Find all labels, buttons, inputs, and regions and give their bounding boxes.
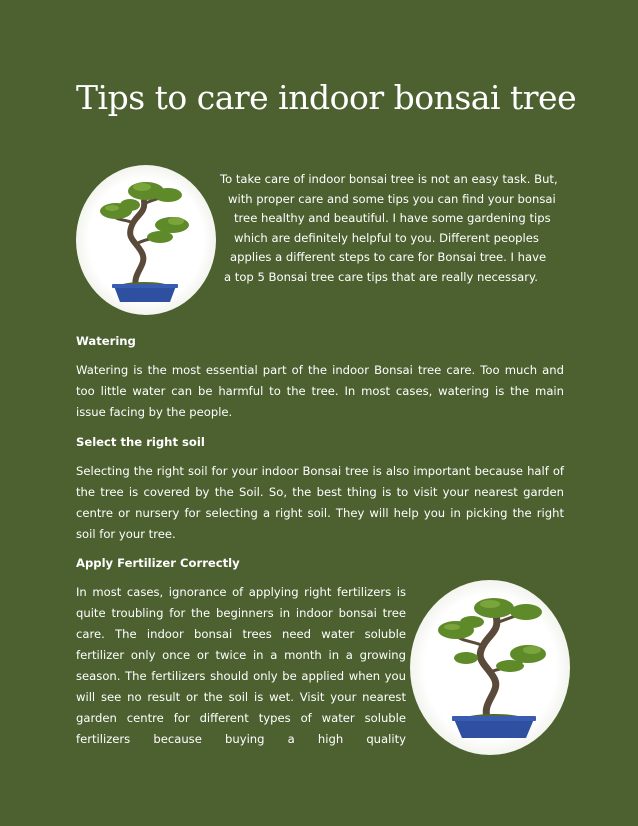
fertilizer-heading: Apply Fertilizer Correctly — [76, 556, 240, 570]
soil-paragraph: Selecting the right soil for your indoor Bonsai tree is also important because half of the tree is covered by the Soil. So, the best thing is to visit your nearest garden centre or nursery for selecting a right soil. They will help you in picking the right soil for your tree. — [76, 464, 564, 541]
intro-line: applies a different steps to care for Bonsai tree. I have — [230, 250, 547, 264]
intro-line: a top 5 Bonsai tree care tips that are really necessary. — [224, 269, 538, 284]
bonsai-photo-top — [76, 165, 216, 315]
soil-heading: Select the right soil — [76, 435, 205, 449]
fertilizer-paragraph: In most cases, ignorance of applying right fertilizers is quite troubling for the beginners in indoor bonsai tree care. The indoor bonsai trees need water soluble fertilizer only once or twice in a month in a growing season. The fertilizers should only be applied when you will see no result or the soil is wet. Visit your nearest garden centre for different types of water soluble fertilizers because buying a high quality — [76, 585, 406, 746]
intro-line: To take care of indoor bonsai tree is not an easy task. But, — [220, 172, 558, 186]
bonsai-tree-icon — [410, 580, 570, 755]
watering-heading: Watering — [76, 334, 136, 348]
intro-line: with proper care and some tips you can find your bonsai — [228, 191, 556, 206]
bonsai-photo-bottom — [410, 580, 570, 755]
intro-paragraph — [220, 170, 565, 287]
watering-paragraph: Watering is the most essential part of the indoor Bonsai tree care. Too much and too little water can be harmful to the tree. In most cases, watering is the main issue facing by the people. — [76, 363, 564, 419]
bonsai-tree-icon — [76, 165, 216, 315]
intro-line: which are definitely helpful to you. Different peoples — [234, 230, 539, 245]
intro-line: tree healthy and beautiful. I have some gardening tips — [234, 211, 551, 225]
page-title: Tips to care indoor bonsai tree — [76, 78, 577, 117]
